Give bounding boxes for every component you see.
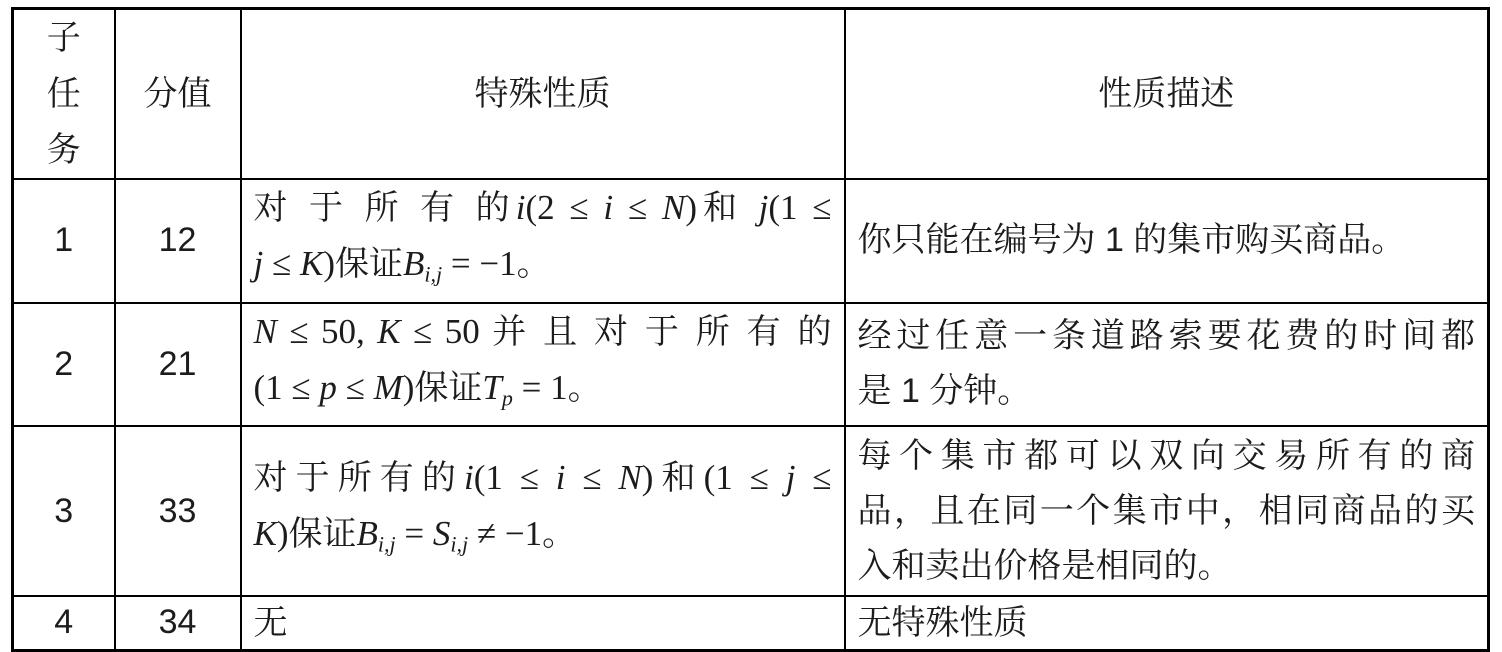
header-cell-property (241, 9, 845, 180)
text-segment: 保证 (334, 245, 403, 283)
text-segment: 对于所有的 (253, 459, 464, 498)
text-segment: 。 (516, 245, 551, 283)
math-segment: j (758, 188, 769, 227)
header-label: 务 (46, 131, 81, 169)
text-segment: 入和卖出价格是相同的。 (857, 546, 1232, 585)
math-segment: (1 ≤ (768, 188, 832, 227)
text-segment: 你只能在编号为 1 的集市购买商品。 (857, 221, 1406, 260)
table-row (13, 596, 1489, 650)
text-segment: 是 1 分钟。 (857, 372, 1032, 411)
math-segment: = (395, 514, 433, 554)
score-cell: 33 (115, 426, 241, 596)
subtask-table-container (11, 7, 1490, 652)
text-line (254, 506, 832, 572)
table-row (13, 426, 1489, 596)
text-segment: 无特殊性质 (857, 603, 1028, 642)
text-line (858, 364, 1476, 419)
math-segment: ) (402, 367, 415, 407)
property-description-cell (845, 303, 1489, 427)
special-property-cell (241, 179, 845, 303)
text-segment: 和 (653, 459, 704, 498)
text-line (254, 600, 832, 646)
math-segment: ≤ (263, 244, 300, 283)
text-segment: 和 (696, 189, 759, 227)
subtask-number-cell: 2 (13, 303, 115, 427)
text-segment: 品，且在同一个集市中，相同商品的买 (857, 491, 1475, 530)
math-segment: (1 ≤ (253, 367, 320, 407)
text-segment: 每个集市都可以双向交易所有的商 (857, 436, 1475, 475)
text-line (858, 429, 1476, 484)
header-label: 特殊性质 (474, 75, 611, 113)
subtask-table (11, 7, 1490, 652)
math-segment: T (482, 367, 502, 407)
math-segment: K (253, 514, 277, 554)
math-segment: ≤ 50 (400, 311, 493, 351)
math-segment: i (603, 188, 614, 227)
header-label: 分值 (143, 75, 212, 113)
math-segment: S (432, 514, 451, 554)
math-segment: ≤ (795, 458, 832, 498)
text-line (254, 304, 832, 360)
score-cell: 21 (115, 303, 241, 427)
math-segment: ≠ −1 (468, 514, 543, 554)
math-segment: = 1 (512, 367, 568, 407)
header-row (13, 9, 1489, 180)
score-cell: 12 (115, 179, 241, 303)
text-segment: 保证 (414, 368, 483, 407)
subtask-number-cell: 1 (13, 179, 115, 303)
text-line (858, 213, 1476, 268)
math-segment: ≤ (565, 458, 619, 498)
math-segment: p (501, 385, 513, 411)
math-segment: i (555, 458, 566, 498)
math-segment: ) (685, 188, 697, 227)
math-segment: ) (323, 244, 335, 283)
text-line (254, 450, 832, 506)
text-line (858, 484, 1476, 539)
math-segment: K (299, 244, 324, 283)
math-segment: i,j (450, 531, 469, 557)
subtask-number-cell: 4 (13, 596, 115, 650)
header-cell-subtask (13, 9, 115, 180)
math-segment: = −1 (442, 244, 517, 283)
text-segment: 保证 (288, 515, 357, 554)
math-segment: ) (641, 458, 654, 498)
math-segment: (1 ≤ (703, 458, 786, 498)
math-segment: i (515, 188, 526, 227)
text-line (858, 539, 1476, 594)
math-segment: ≤ (336, 367, 374, 407)
header-label: 性质描述 (1098, 75, 1235, 113)
math-segment: N (253, 311, 277, 351)
math-segment: (1 ≤ (473, 458, 556, 498)
score-cell: 34 (115, 596, 241, 650)
table-row (13, 179, 1489, 303)
math-segment: i,j (377, 531, 396, 557)
math-segment: ≤ (613, 188, 662, 227)
text-line (254, 180, 832, 236)
header-cell-description (845, 9, 1489, 180)
math-segment: (2 ≤ (525, 188, 604, 227)
text-line (858, 309, 1476, 364)
header-label: 子 (46, 19, 81, 57)
text-segment: 。 (542, 515, 577, 554)
math-segment: i (463, 458, 474, 498)
math-segment: p (319, 367, 337, 407)
text-line (254, 360, 832, 426)
math-segment: ) (276, 514, 289, 554)
header-cell-score (115, 9, 241, 180)
text-segment: 对 于 所 有 的 (253, 189, 516, 227)
property-description-cell (845, 179, 1489, 303)
math-segment: M (373, 367, 403, 407)
math-segment: ≤ 50, (276, 311, 378, 351)
text-line (254, 236, 832, 302)
special-property-cell (241, 303, 845, 427)
table-row (13, 303, 1489, 427)
special-property-cell (241, 596, 845, 650)
subtask-number-cell: 3 (13, 426, 115, 596)
text-segment: 经过任意一条道路索要花费的时间都 (857, 317, 1475, 356)
math-segment: K (377, 311, 401, 351)
math-segment: N (661, 188, 686, 227)
math-segment: B (356, 514, 378, 554)
math-segment: j (785, 458, 796, 498)
property-description-cell (845, 426, 1489, 596)
text-segment: 。 (567, 368, 602, 407)
text-segment: 并 且 对 于 所 有 的 (492, 312, 832, 351)
text-line (858, 600, 1476, 646)
math-segment: B (402, 244, 425, 283)
header-label: 任 (46, 75, 81, 113)
math-segment: j (253, 244, 264, 283)
property-description-cell (845, 596, 1489, 650)
special-property-cell (241, 426, 845, 596)
math-segment: i,j (424, 261, 443, 287)
text-segment: 无 (253, 603, 288, 642)
math-segment: N (618, 458, 642, 498)
